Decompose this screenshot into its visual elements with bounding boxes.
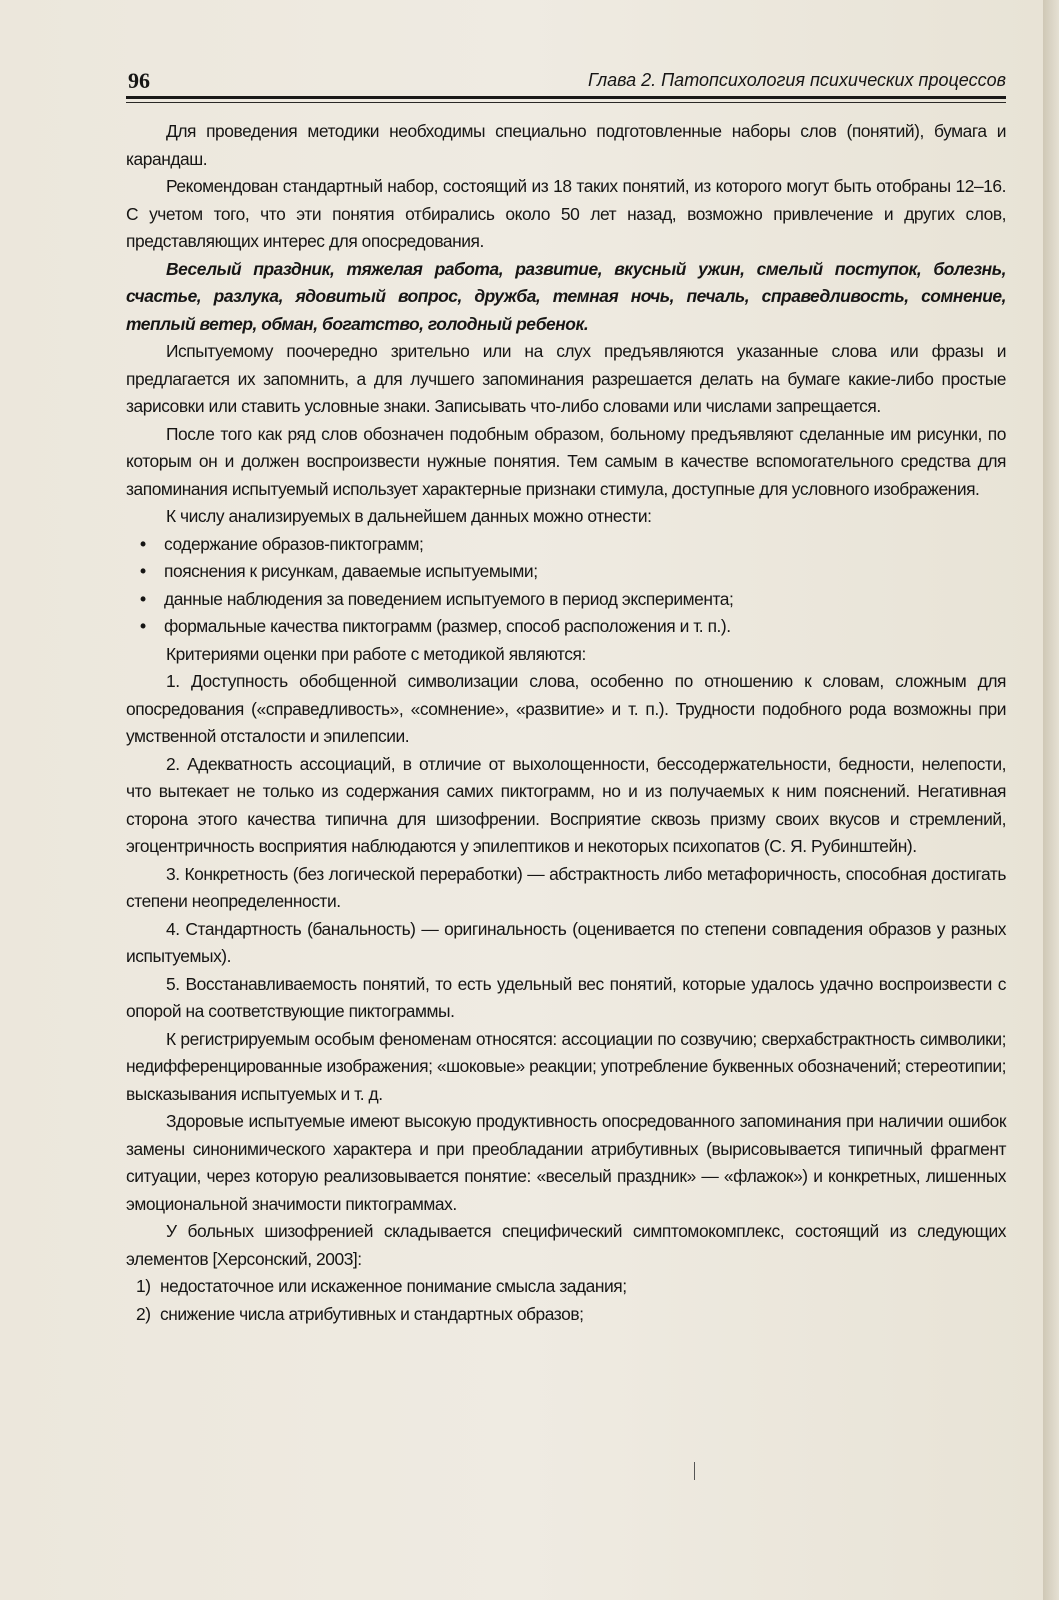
item-text: снижение числа атрибутивных и стандартных образов; — [160, 1303, 584, 1324]
numbered-item — [126, 1273, 1006, 1301]
numbered-item — [126, 1301, 1006, 1329]
criterion-paragraph: 5. Восстанавливаемость понятий, то есть удельный вес понятий, которые удалось удачно воспроизвести с опорой на соответствующие пиктограммы. — [126, 973, 1006, 1021]
bullet-item: • пояснения к рисункам, даваемые испытуемыми; — [126, 558, 1006, 586]
page-header — [126, 64, 1006, 100]
criterion-paragraph: 3. Конкретность (без логической переработки) — абстрактность либо метафоричность, способная достигать степени неопределенности. — [126, 863, 1006, 911]
paragraph: Здоровые испытуемые имеют высокую продуктивность опосредованного запоминания при наличии ошибок замены синонимического характера и при преобладании атрибутивных (вырисовывается типичный фрагмент ситуации, через которую реализовывается понятие: «веселый праздник» — «флажок») и конкретных, лишенных эмоциональной значимости пиктограммах. — [126, 1111, 1006, 1214]
criterion-paragraph: 4. Стандартность (банальность) — оригинальность (оценивается по степени совпадения образов у разных испытуемых). — [126, 918, 1006, 966]
paragraph: К регистрируемым особым феноменам относятся: ассоциации по созвучию; сверхабстрактность символики; недифференцированные изображения; «шоковые» реакции; употребление буквенных обозначений; стереотипии; высказывания испытуемых и т. д. — [126, 1028, 1006, 1104]
paragraph: Критериями оценки при работе с методикой являются: — [166, 643, 586, 664]
bullet-list — [126, 531, 1006, 641]
criterion-paragraph: 2. Адекватность ассоциаций, в отличие от выхолощенности, бессодержательности, бедности, нелепости, что вытекает не только из содержания самих пиктограмм, но и из получаемых к ним пояснений. Негативная сторона этого качества типична для шизофрении. Восприятие сквозь призму своих вкусов и стремлений, эгоцентричность восприятия наблюдаются у эпилептиков и некоторых психопатов (С. Я. Рубинштейн). — [126, 753, 1006, 856]
page-edge-shadow — [1043, 0, 1059, 1600]
bullet-item: • данные наблюдения за поведением испытуемого в период эксперимента; — [126, 586, 1006, 614]
paragraph: После того как ряд слов обозначен подобным образом, больному предъявляют сделанные им рисунки, по которым он и должен воспроизвести нужные понятия. Тем самым в качестве вспомогательного средства для запоминания испытуемый использует характерные признаки стимула, доступные для условного изображения. — [126, 423, 1006, 499]
paragraph: Для проведения методики необходимы специально подготовленные наборы слов (понятий), бумага и карандаш. — [126, 121, 1006, 169]
numbered-list — [126, 1273, 1006, 1328]
paragraph: К числу анализируемых в дальнейшем данных можно отнести: — [166, 506, 652, 526]
item-number: 2) — [136, 1303, 151, 1324]
header-rule-thin — [126, 102, 1006, 103]
bullet-item: • содержание образов-пиктограмм; — [126, 531, 1006, 559]
running-title: Глава 2. Патопсихология психических процессов — [587, 70, 1006, 90]
item-number: 1) — [136, 1276, 151, 1296]
page-number: 96 — [128, 68, 150, 93]
paragraph: У больных шизофренией складывается специфический симптомокомплекс, состоящий из следующих элементов [Херсонский, 2003]: — [126, 1221, 1006, 1269]
criterion-paragraph: 1. Доступность обобщенной символизации слова, особенно по отношению к словам, сложным для опосредования («справедливость», «сомнение», «развитие» и т. п.). Трудности подобного рода возможны при умственной отсталости и эпилепсии. — [126, 671, 1006, 746]
item-text: недостаточное или искаженное понимание смысла задания; — [160, 1276, 627, 1296]
stray-pen-mark — [694, 1462, 695, 1480]
paragraph: Испытуемому поочередно зрительно или на слух предъявляются указанные слова или фразы и предлагается их запомнить, а для лучшего запоминания разрешается делать на бумаге какие-либо простые зарисовки или ставить условные знаки. Записывать что-либо словами или числами запрещается. — [126, 341, 1006, 416]
paragraph: Рекомендован стандартный набор, состоящий из 18 таких понятий, из которого могут быть отобраны 12–16. С учетом того, что эти понятия отбирались около 50 лет назад, возможно привлечение и других слов, представляющих интерес для опосредования. — [126, 176, 1006, 251]
header-rule-thick — [126, 96, 1006, 99]
word-list-paragraph: Веселый праздник, тяжелая работа, развитие, вкусный ужин, смелый поступок, болезнь, счастье, разлука, ядовитый вопрос, дружба, темная ночь, печаль, справедливость, сомнение, теплый ветер, обман, богатство, голодный ребенок. — [126, 258, 1006, 334]
bullet-item: • формальные качества пиктограмм (размер, способ расположения и т. п.). — [126, 613, 1006, 641]
body-text — [126, 118, 1006, 1328]
